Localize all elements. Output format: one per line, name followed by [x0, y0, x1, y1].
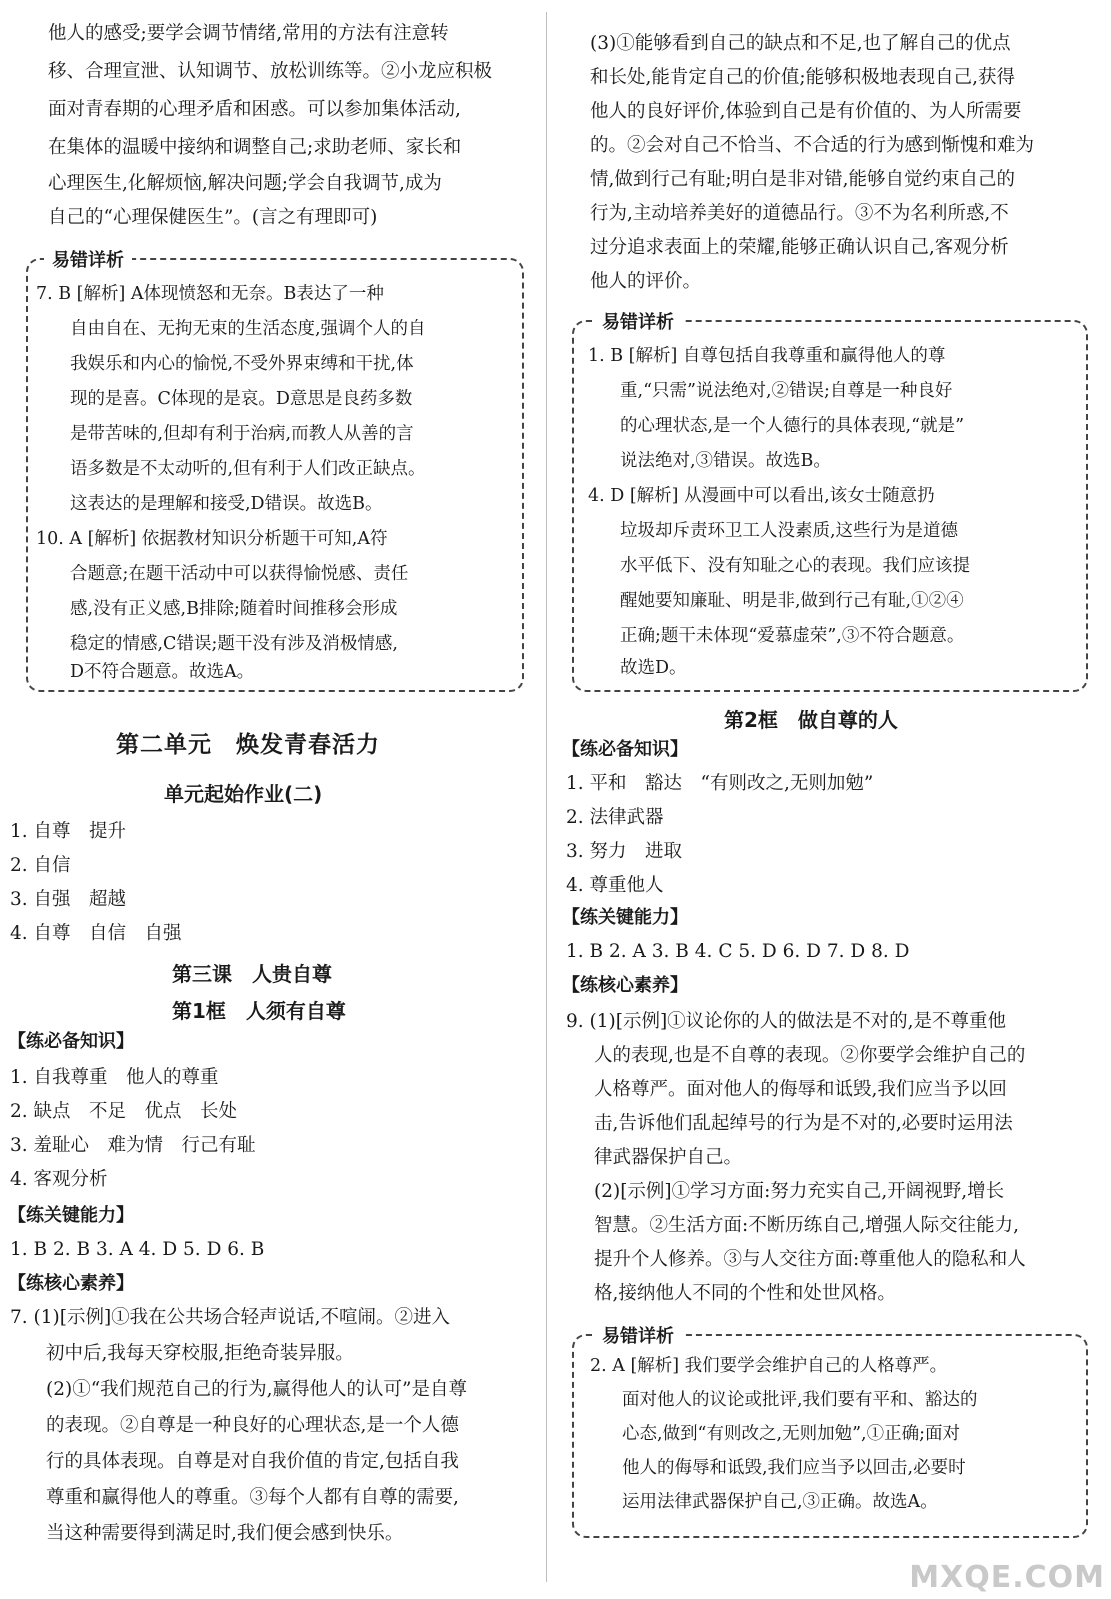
- box-line: 运用法律武器保护自己,③正确。故选A。: [622, 1492, 938, 1512]
- text-line: 情,做到行己有耻;明白是非对错,能够自觉约束自己的: [590, 169, 1015, 190]
- error-analysis-box: [26, 250, 524, 692]
- text-line: 初中后,我每天穿校服,拒绝奇装异服。: [46, 1343, 354, 1364]
- text-line: 提升个人修养。③与人交往方面:尊重他人的隐私和人: [594, 1249, 1026, 1270]
- text-line: 移、合理宣泄、认知调节、放松训练等。②小龙应积极: [48, 61, 493, 82]
- text-line: 在集体的温暖中接纳和调整自己;求助老师、家长和: [48, 137, 462, 158]
- box-line: 自由自在、无拘无束的生活态度,强调个人的自: [70, 319, 426, 339]
- box-line: 语多数是不太动听的,但有利于人们改正缺点。: [70, 459, 426, 479]
- list-item: 3. 自强 超越: [10, 889, 127, 910]
- frame-title: 第1框 人须有自尊: [172, 999, 346, 1023]
- text-line: 过分追求表面上的荣耀,能够正确认识自己,客观分析: [590, 237, 1009, 258]
- section-heading: 【练核心素养】: [562, 975, 688, 996]
- box-line: 合题意;在题干活动中可以获得愉悦感、责任: [70, 564, 409, 584]
- list-item: 2. 法律武器: [566, 807, 664, 828]
- box-line: 是带苦味的,但却有利于治病,而教人从善的言: [70, 424, 414, 444]
- list-item: 4. 尊重他人: [566, 875, 664, 896]
- box-line: 10. A [解析] 依据教材知识分析题干可知,A符: [36, 529, 388, 549]
- box-line: 7. B [解析] A体现愤怒和无奈。B表达了一种: [36, 284, 384, 304]
- text-line: 他人的评价。: [590, 271, 702, 292]
- box-line: 现的是喜。C体现的是哀。D意思是良药多数: [70, 389, 413, 409]
- text-line: (2)①“我们规范自己的行为,赢得他人的认可”是自尊: [46, 1379, 468, 1400]
- section-heading: 【练关键能力】: [8, 1205, 134, 1226]
- text-line: 9. (1)[示例]①议论你的人的做法是不对的,是不尊重他: [566, 1011, 1007, 1032]
- text-line: 自己的“心理保健医生”。(言之有理即可): [48, 207, 378, 228]
- section-heading: 【练必备知识】: [8, 1031, 134, 1052]
- box-title: 易错详析: [44, 246, 132, 272]
- unit-subtitle: 单元起始作业(二): [164, 782, 323, 806]
- text-line: 的。②会对自己不恰当、不合适的行为感到惭愧和难为: [590, 135, 1035, 156]
- list-item: 2. 缺点 不足 优点 长处: [10, 1101, 238, 1122]
- box-line: D不符合题意。故选A。: [70, 662, 255, 682]
- text-line: 行的具体表现。自尊是对自我价值的肯定,包括自我: [46, 1451, 459, 1472]
- box-line: 感,没有正义感,B排除;随着时间推移会形成: [70, 599, 398, 619]
- text-line: 当这种需要得到满足时,我们便会感到快乐。: [46, 1523, 404, 1544]
- box-line: 故选D。: [620, 658, 687, 678]
- box-line: 重,“只需”说法绝对,②错误;自尊是一种良好: [620, 381, 953, 401]
- lesson-title: 第三课 人贵自尊: [172, 962, 332, 986]
- box-line: 的心理状态,是一个人德行的具体表现,“就是”: [620, 416, 965, 436]
- answer-line: 1. B 2. B 3. A 4. D 5. D 6. B: [10, 1239, 265, 1260]
- box-line: 4. D [解析] 从漫画中可以看出,该女士随意扔: [588, 486, 935, 506]
- list-item: 4. 客观分析: [10, 1169, 108, 1190]
- box-title: 易错详析: [594, 1322, 682, 1348]
- watermark-logo: MXQE.COM: [909, 1560, 1105, 1595]
- box-line: 说法绝对,③错误。故选B。: [620, 451, 831, 471]
- text-line: 尊重和赢得他人的尊重。③每个人都有自尊的需要,: [46, 1487, 459, 1508]
- unit-title: 第二单元 焕发青春活力: [116, 732, 380, 758]
- list-item: 3. 努力 进取: [566, 841, 683, 862]
- column-divider: [546, 12, 547, 1582]
- box-line: 心态,做到“有则改之,无则加勉”,①正确;面对: [622, 1424, 960, 1444]
- text-line: 他人的感受;要学会调节情绪,常用的方法有注意转: [48, 23, 449, 44]
- section-heading: 【练必备知识】: [562, 739, 688, 760]
- list-item: 1. 平和 豁达 “有则改之,无则加勉”: [566, 773, 874, 794]
- text-line: (3)①能够看到自己的缺点和不足,也了解自己的优点: [590, 33, 1011, 54]
- text-line: 律武器保护自己。: [594, 1147, 743, 1168]
- box-line: 面对他人的议论或批评,我们要有平和、豁达的: [622, 1390, 978, 1410]
- text-line: 心理医生,化解烦恼,解决问题;学会自我调节,成为: [48, 173, 442, 194]
- box-line: 稳定的情感,C错误;题干没有涉及消极情感,: [70, 634, 398, 654]
- error-analysis-box: [572, 1326, 1088, 1538]
- text-line: 他人的良好评价,体验到自己是有价值的、为人所需要: [590, 101, 1022, 122]
- list-item: 4. 自尊 自信 自强: [10, 923, 182, 944]
- text-line: 面对青春期的心理矛盾和困惑。可以参加集体活动,: [48, 99, 461, 120]
- error-analysis-box: [572, 312, 1088, 692]
- text-line: 7. (1)[示例]①我在公共场合轻声说话,不喧闹。②进入: [10, 1307, 451, 1328]
- answer-line: 1. B 2. A 3. B 4. C 5. D 6. D 7. D 8. D: [566, 941, 910, 962]
- box-line: 这表达的是理解和接受,D错误。故选B。: [70, 494, 383, 514]
- box-line: 他人的侮辱和诋毁,我们应当予以回击,必要时: [622, 1458, 966, 1478]
- text-line: 智慧。②生活方面:不断历练自己,增强人际交往能力,: [594, 1215, 1019, 1236]
- box-line: 垃圾却斥责环卫工人没素质,这些行为是道德: [620, 521, 959, 541]
- box-line: 醒她要知廉耻、明是非,做到行己有耻,①②④: [620, 591, 964, 611]
- box-line: 水平低下、没有知耻之心的表现。我们应该提: [620, 556, 970, 576]
- box-line: 正确;题干未体现“爱慕虚荣”,③不符合题意。: [620, 626, 965, 646]
- frame-title: 第2框 做自尊的人: [724, 708, 898, 732]
- text-line: 人的表现,也是不自尊的表现。②你要学会维护自己的: [594, 1045, 1026, 1066]
- section-heading: 【练核心素养】: [8, 1273, 134, 1294]
- text-line: 击,告诉他们乱起绰号的行为是不对的,必要时运用法: [594, 1113, 1013, 1134]
- section-heading: 【练关键能力】: [562, 907, 688, 928]
- text-line: 行为,主动培养美好的道德品行。③不为名利所惑,不: [590, 203, 1009, 224]
- list-item: 2. 自信: [10, 855, 71, 876]
- text-line: (2)[示例]①学习方面:努力充实自己,开阔视野,增长: [594, 1181, 1005, 1202]
- box-title: 易错详析: [594, 308, 682, 334]
- box-line: 1. B [解析] 自尊包括自我尊重和赢得他人的尊: [588, 346, 946, 366]
- list-item: 1. 自我尊重 他人的尊重: [10, 1067, 219, 1088]
- text-line: 和长处,能肯定自己的价值;能够积极地表现自己,获得: [590, 67, 1015, 88]
- box-line: 2. A [解析] 我们要学会维护自己的人格尊严。: [590, 1356, 948, 1376]
- text-line: 人格尊严。面对他人的侮辱和诋毁,我们应当予以回: [594, 1079, 1007, 1100]
- list-item: 3. 羞耻心 难为情 行己有耻: [10, 1135, 256, 1156]
- box-line: 我娱乐和内心的愉悦,不受外界束缚和干扰,体: [70, 354, 414, 374]
- text-line: 格,接纳他人不同的个性和处世风格。: [594, 1283, 896, 1304]
- list-item: 1. 自尊 提升: [10, 821, 127, 842]
- text-line: 的表现。②自尊是一种良好的心理状态,是一个人德: [46, 1415, 459, 1436]
